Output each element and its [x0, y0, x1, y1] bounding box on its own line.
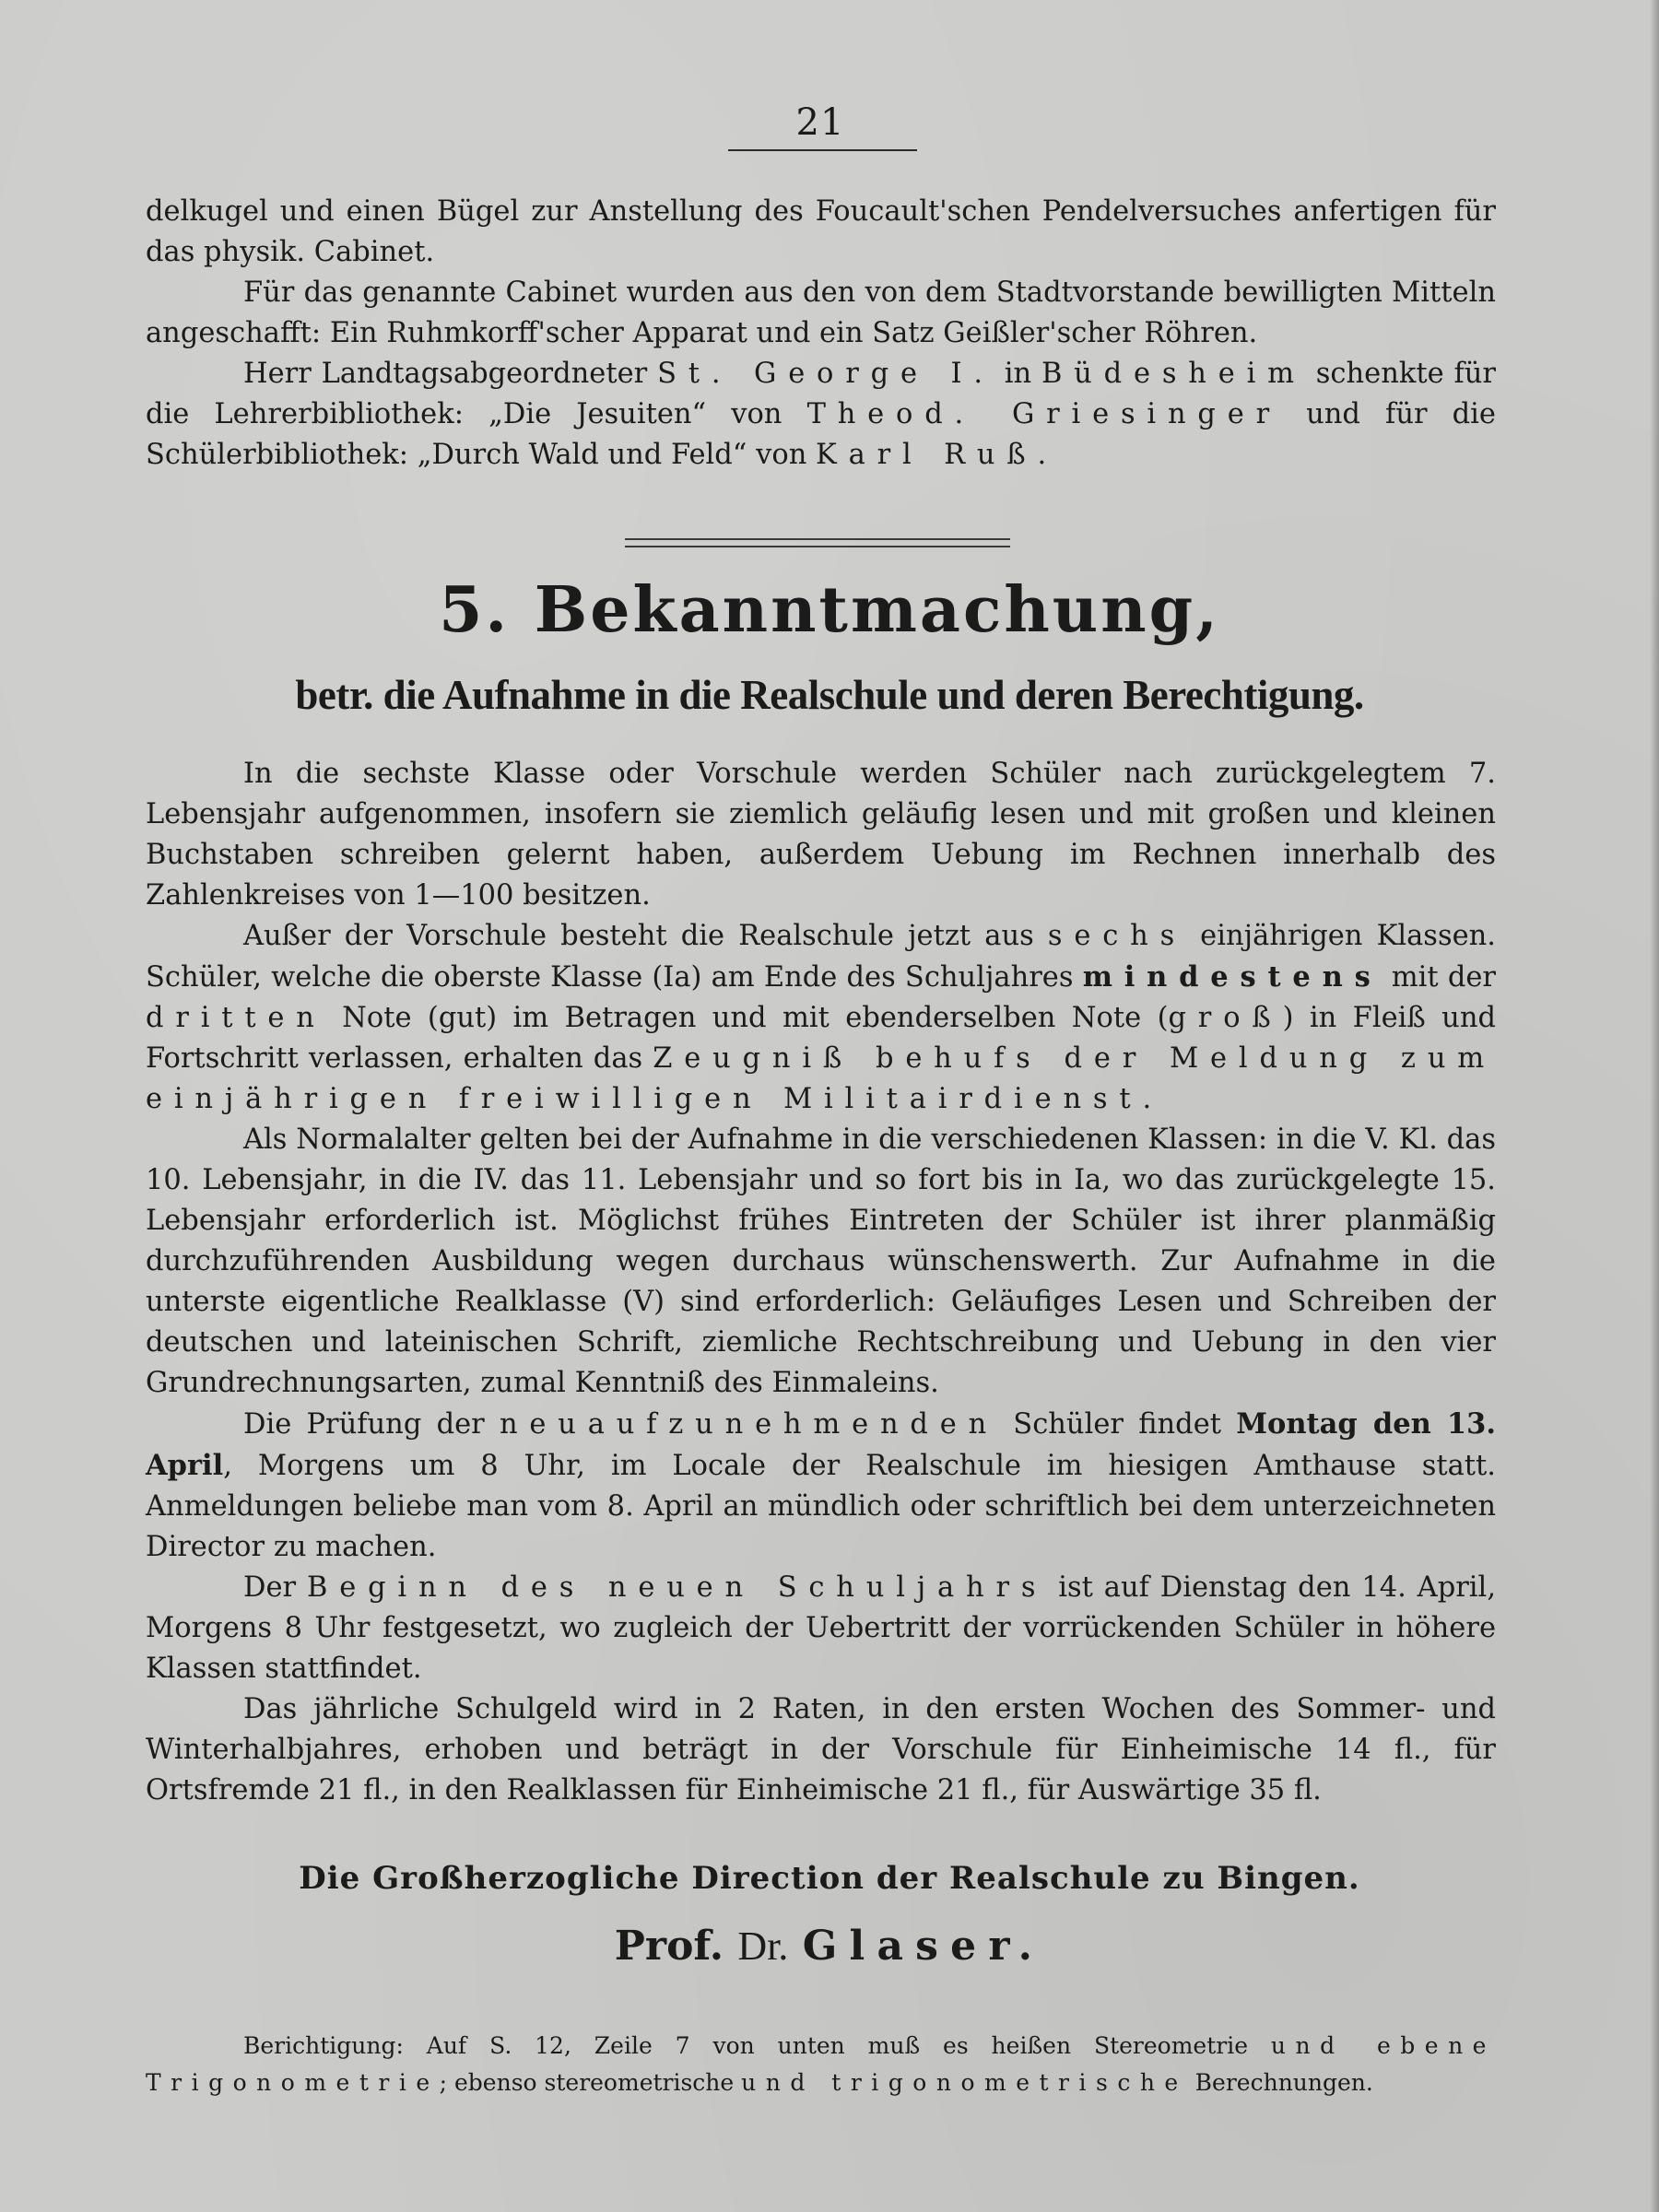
text-run: ist auf Dienstag den 14. April, Morgens 8 Uhr festgesetzt, wo zugleich der Uebertritt der vorrückenden Schüler in höhere Klassen stattfindet.: [146, 1571, 1497, 1685]
emphasis: groß: [1168, 1002, 1283, 1034]
intro-paragraph-1: delkugel und einen Bügel zur Anstellung des Foucault'schen Pendelversuches anfertigen für das physik. Cabinet.: [146, 195, 1496, 268]
donor-place: Büdesheim: [1041, 358, 1306, 390]
intro-paragraph-2: Für das genannte Cabinet wurden aus den von dem Stadtvorstande bewilligten Mitteln angeschafft: Ein Ruhmkorff'scher Apparat und ein Satz Geißler'scher Röhren.: [146, 276, 1496, 349]
body-paragraph-5: [146, 1568, 1496, 1689]
announcement-body: [146, 754, 1496, 1811]
donor-name: St. George I.: [657, 358, 994, 390]
text-run: Berechnungen.: [1187, 2069, 1373, 2096]
text-run: Schüler findet: [998, 1408, 1237, 1441]
section-divider: [625, 538, 1010, 547]
body-paragraph-3: Als Normalalter gelten bei der Aufnahme in die verschiedenen Klassen: in die V. Kl. das 10. Lebensjahr, in die IV. das 11. Lebensjahr und so fort bis in Ia, wo das zurückgelegte 15. Lebensjahr erforderlich ist. Möglichst frühes Eintreten der Schüler ist ihrer planmäßig durchzuführenden Ausbildung wegen durchaus wünschenswerth. Zur Aufnahme in die unterste eigentliche Realklasse (V) sind erforderlich: Geläufiges Lesen und Schreiben der deutschen und lateinischen Schrift, ziemliche Rechtschreibung und Uebung in den vier Grundrechnungsarten, zumal Kenntniß des Einmaleins.: [146, 1124, 1496, 1399]
text-run: Note (gut) im Betragen und mit ebenderselben Note (: [325, 1002, 1169, 1034]
intro-section: [146, 192, 1496, 476]
text-run: ) in Fleiß und Fortschritt verlassen, erhalten das: [146, 1002, 1496, 1075]
text-run: Der: [243, 1571, 307, 1604]
correction-note: [146, 2028, 1496, 2101]
emphasis: dritten: [146, 1002, 326, 1034]
donation-text: Herr Landtagsabgeordneter: [243, 358, 658, 390]
text-run: , Morgens um 8 Uhr, im Locale der Realschule im hiesigen Amthause statt. Anmeldungen beliebe man vom 8. April an mündlich oder schriftlich bei dem unterzeichneten Director zu machen.: [146, 1450, 1496, 1563]
signature-title: Prof.: [614, 1923, 724, 1970]
text-run: Außer der Vorschule besteht die Realschule jetzt aus: [243, 920, 1048, 952]
exam-date: Montag den 13. April: [146, 1407, 1496, 1482]
emphasis: Beginn des neuen Schuljahrs: [306, 1571, 1048, 1604]
text-run: ; ebenso stereometrische: [439, 2069, 742, 2096]
emphasis: und ebene Trigonometrie: [146, 2032, 1496, 2096]
section-subheading: betr. die Aufnahme in die Realschule und deren Berechtigung.: [295, 672, 1364, 718]
page-number: 21: [795, 101, 845, 144]
book-author: Karl Ruß: [816, 439, 1038, 471]
emphasis: Zeugniß behufs der Meldung zum einjährigen freiwilligen Militairdienst: [146, 1042, 1496, 1115]
emphasis: neuaufzunehmenden: [499, 1408, 999, 1441]
body-paragraph-2: [146, 916, 1496, 1120]
emphasis: mindestens: [1082, 960, 1382, 994]
text-run: einjährigen Klassen. Schüler, welche die oberste Klasse (Ia) am Ende des Schuljahres: [146, 920, 1496, 994]
page-number-rule: [728, 149, 917, 151]
body-paragraph-6: Das jährliche Schulgeld wird in 2 Raten, in den ersten Wochen des Sommer- und Winterhalbjahres, erhoben und beträgt in der Vorschule für Einheimische 14 fl., für Ortsfremde 21 fl., in den Realklassen für Einheimische 21 fl., für Auswärtige 35 fl.: [146, 1693, 1496, 1806]
body-paragraph-1: In die sechste Klasse oder Vorschule werden Schüler nach zurückgelegtem 7. Lebensjahr aufgenommen, insofern sie ziemlich geläufig lesen und mit großen und kleinen Buchstaben schreiben gelernt haben, außerdem Uebung im Rechnen innerhalb des Zahlenkreises von 1—100 besitzen.: [146, 758, 1496, 912]
donation-text: und für die Schülerbibliothek: „Durch Wald und Feld“ von: [146, 398, 1496, 471]
body-paragraph-4: [146, 1404, 1496, 1568]
donation-text: .: [1037, 439, 1047, 471]
emphasis: und trigonometrische: [741, 2069, 1188, 2096]
book-author: Theod. Griesinger: [806, 398, 1282, 430]
signature-name: [0, 1923, 1659, 1970]
donation-text: schenkte für die Lehrerbibliothek: „Die Jesuiten“ von: [146, 358, 1496, 430]
emphasis: sechs: [1047, 920, 1187, 952]
text-run: mit der: [1382, 961, 1497, 994]
correction-paragraph: [146, 2028, 1496, 2101]
section-heading: 5. Bekanntmachung,: [439, 573, 1220, 647]
text-run: Berichtigung: Auf S. 12, Zeile 7 von unten muß es heißen Stereometrie: [243, 2032, 1271, 2059]
text-run: Die Prüfung der: [243, 1408, 500, 1441]
signature-surname: Glaser.: [802, 1923, 1045, 1970]
intro-paragraph-3: [146, 354, 1496, 476]
signature-institution: Die Großherzogliche Direction der Realschule zu Bingen.: [299, 1860, 1360, 1897]
signature-degree: Dr.: [737, 1924, 789, 1969]
text-run: .: [1142, 1083, 1152, 1115]
donation-text: in: [994, 358, 1041, 390]
